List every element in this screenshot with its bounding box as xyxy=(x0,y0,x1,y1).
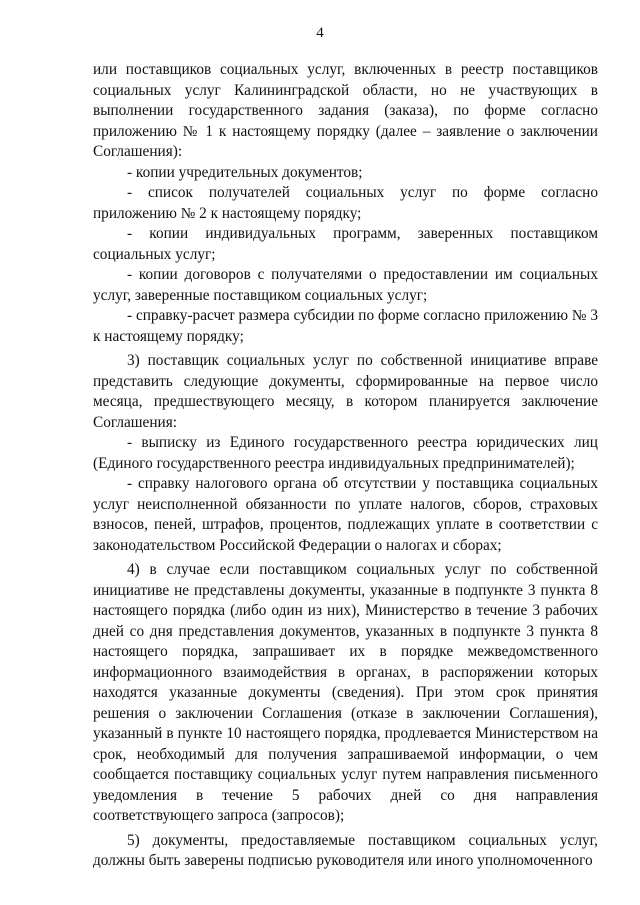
document-body xyxy=(93,60,598,872)
paragraph-subpoint-4: 4) в случае если поставщиком социальных услуг по собственной инициативе не представлены документы, указанные в подпункте 3 пункта 8 настоящего порядка (либо один из них), Министерство в течение 3 рабочих дней со дня представления документов, указанных в подпункте 3 пункта 8 настоящего порядка, запрашивает их в порядке межведомственного информационного взаимодействия в органах, в распоряжении которых находятся указанные документы (сведения). При этом срок принятия решения о заключении Соглашения (отказе в заключении Соглашения), указанный в пункте 10 настоящего порядка, продлевается Министерством на срок, необходимый для получения запрашиваемой информации, о чем сообщается поставщику социальных услуг путем направления письменного уведомления в течение 5 рабочих дней со дня направления соответствующего запроса (запросов); xyxy=(93,561,598,824)
page-number: 4 xyxy=(316,25,324,41)
paragraph-subpoint-5: 5) документы, предоставляемые поставщиком социальных услуг, должны быть заверены подписью руководителя или иного уполномоченного xyxy=(93,831,598,869)
paragraph-application-form: или поставщиков социальных услуг, включенных в реестр поставщиков социальных услуг Калининградской области, но не участвующих в выполнении государственного задания (заказа), по форме согласно приложению № 1 к настоящему порядку (далее – заявление о заключении Соглашения): xyxy=(93,61,598,160)
list-item-recipients-list: - список получателей социальных услуг по форме согласно приложению № 2 к настоящему порядку; xyxy=(93,184,598,222)
paragraph-subpoint-3: 3) поставщик социальных услуг по собственной инициативе вправе представить следующие документы, сформированные на первое число месяца, предшествующего месяцу, в котором планируется заключение Соглашения: xyxy=(93,352,598,431)
list-item-contracts-copies: - копии договоров с получателями о предоставлении им социальных услуг, заверенные поставщиком социальных услуг; xyxy=(93,266,598,304)
list-item-individual-programs: - копии индивидуальных программ, заверенных поставщиком социальных услуг; xyxy=(93,225,598,263)
list-item-founding-documents: - копии учредительных документов; xyxy=(127,163,363,181)
list-item-registry-extract: - выписку из Единого государственного реестра юридических лиц (Единого государственного реестра индивидуальных предпринимателей); xyxy=(93,434,598,472)
list-item-subsidy-calculation: - справку-расчет размера субсидии по форме согласно приложению № 3 к настоящему порядку; xyxy=(93,307,598,345)
list-item-tax-certificate: - справку налогового органа об отсутствии у поставщика социальных услуг неисполненной обязанности по уплате налогов, сборов, страховых взносов, пеней, штрафов, процентов, подлежащих уплате в соответствии с законодательством Российской Федерации о налогах и сборах; xyxy=(93,475,598,554)
